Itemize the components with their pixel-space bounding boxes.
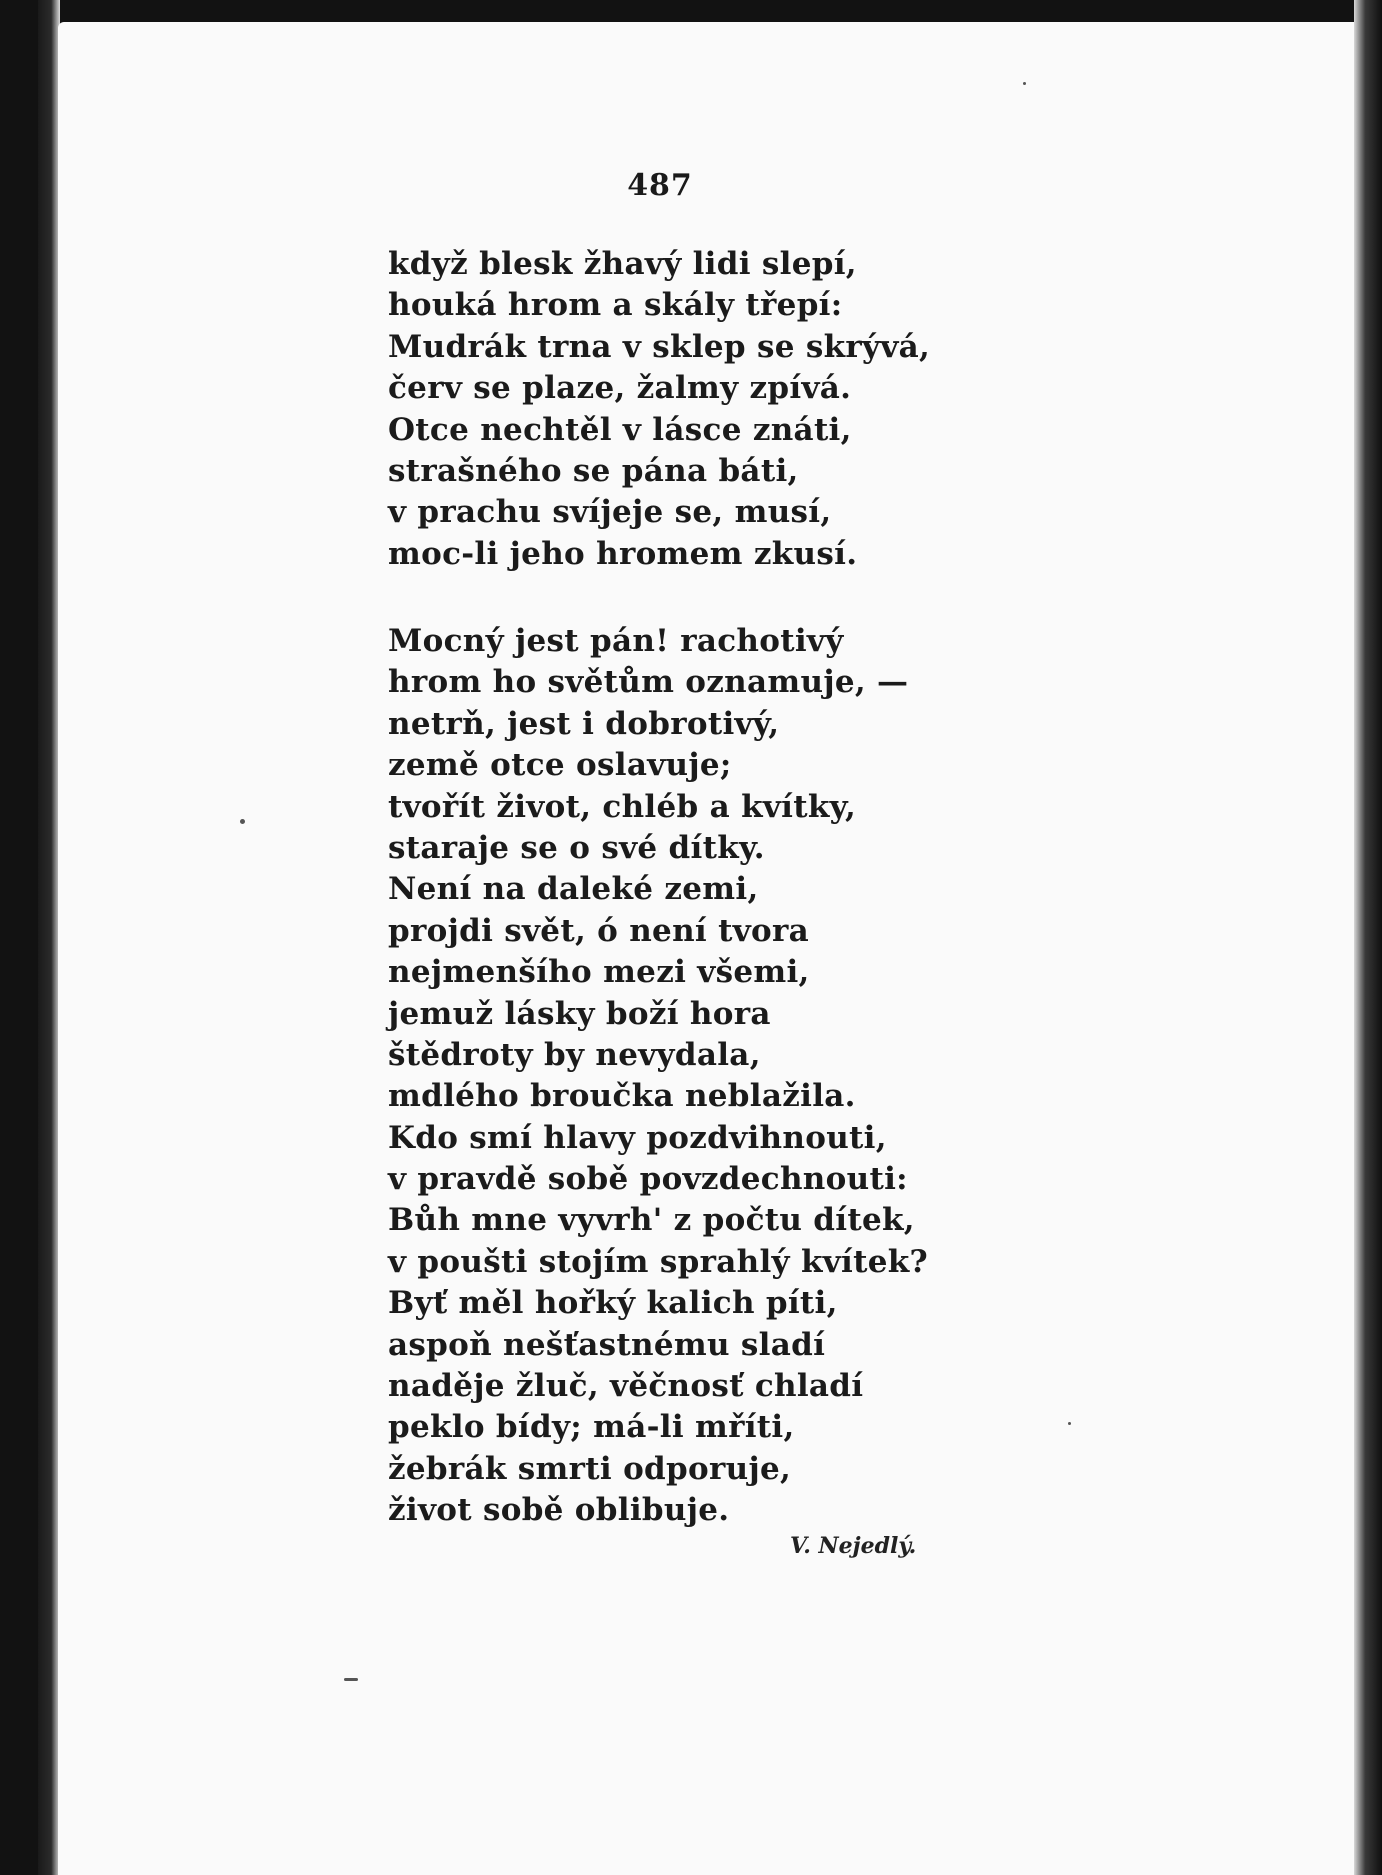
poem-line: nejmenšího mezi všemi, [388,954,810,991]
poem-line: projdi svět, ó není tvora [388,912,810,949]
poem-line: život sobě oblibuje. [388,1492,730,1529]
poem-line: Není na daleké zemi, [388,871,759,908]
poem-author-signature: V. Nejedlý. [790,1533,917,1559]
poem-line: houká hrom a skály třepí: [388,287,843,324]
poem-line: jemuž lásky boží hora [388,995,771,1032]
poem-line: hrom ho světům oznamuje, — [388,664,909,701]
poem-line: v prachu svíjeje se, musí, [388,494,832,531]
poem-line: staraje se o své dítky. [388,829,765,866]
dust-speck [240,819,245,824]
page-number: 487 [627,168,693,203]
dust-speck [1023,82,1026,85]
poem-line: netrň, jest i dobrotivý, [388,705,780,742]
poem-line: když blesk žhavý lidi slepí, [388,246,857,282]
poem-line: žebrák smrti odporuje, [388,1450,792,1487]
poem-line: Bůh mne vyvrh' z počtu dítek, [388,1202,915,1239]
poem-line: moc-li jeho hromem zkusí. [388,535,858,572]
poem-line: mdlého broučka neblažila. [388,1078,856,1115]
poem-line: Mudrák trna v sklep se skrývá, [388,328,931,365]
poem-line: země otce oslavuje; [388,747,732,784]
dust-speck [344,1678,358,1681]
poem-line: Otce nechtěl v lásce znáti, [388,411,852,448]
poem-stanza-2 [388,621,928,1532]
poem-line: Byť měl hořký kalich píti, [388,1285,838,1322]
poem-line: naděje žluč, věčnosť chladí [388,1368,864,1405]
page-right-edge-shadow [1354,0,1382,1875]
poem-stanza-1 [388,244,930,575]
poem-line: peklo bídy; má-li mříti, [388,1409,795,1446]
poem-line: v pravdě sobě povzdechnouti: [388,1161,908,1198]
poem-line: Mocný jest pán! rachotivý [388,623,844,659]
page-left-edge-shadow [38,0,60,1875]
poem-line: v poušti stojím sprahlý kvítek? [388,1243,928,1280]
poem-line: aspoň nešťastnému sladí [388,1326,826,1363]
dust-speck [1068,1422,1071,1425]
poem-line: štědroty by nevydala, [388,1036,761,1073]
poem-line: červ se plaze, žalmy zpívá. [388,370,852,407]
poem-line: strašného se pána báti, [388,452,799,489]
poem-line: tvořít život, chléb a kvítky, [388,788,857,825]
poem-line: Kdo smí hlavy pozdvihnouti, [388,1119,887,1156]
